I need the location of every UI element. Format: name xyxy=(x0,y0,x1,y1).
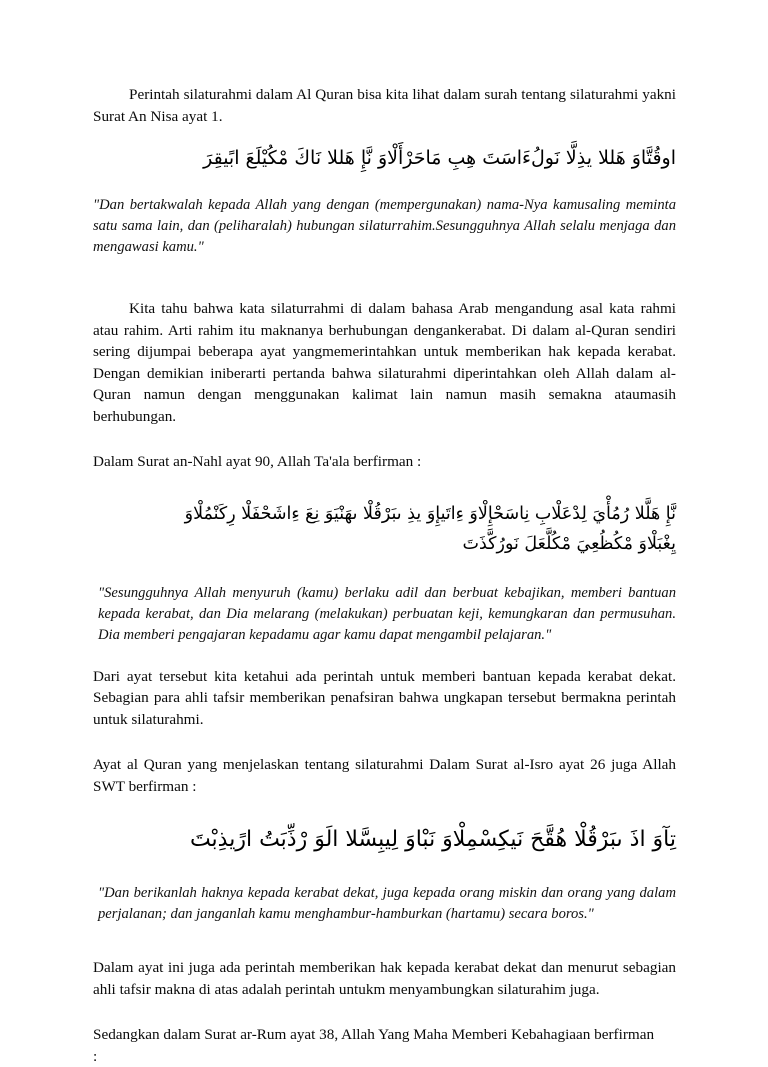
verse-3-arabic: تَبْذِيرًا تُبَذِّرْ وَلَا السَّبِيلِ وَابْنَ وَالْمِسْكِينَ حَقَّهُ الْقُرْبَى ذَا وَآتِ xyxy=(93,823,676,857)
spacer xyxy=(93,559,676,583)
verse-2-arabic-line-1: وَالْمُنْكَرِ الْفَحْشَاءِ عَنِ وَيَنْهَى الْقُرْبَى ذِي وَإِيتَاءِ وَالْإِحْسَانِ بِالْعَدْلِ يَأْمُرُ اللَّهَ إِنَّ xyxy=(93,499,676,529)
verse-1-arabic: رَقِيبًا عَلَيْكُمْ كَانَ اللهَ إِنَّ وَالْأَرْحَامَ بِهِ تَسَاءَلُونَ الَّذِي اللهَ وَاتَّقُوا xyxy=(93,143,676,173)
spacer xyxy=(93,797,676,823)
verse-2-translation: "Sesungguhnya Allah menyuruh (kamu) berlaku adil dan berbuat kebajikan, memberi bantuan kepada kerabat, dan Dia melarang (melakukan) perbuatan keji, kemungkaran dan permusuhan. Dia memberi pengajaran kepadamu agar kamu dapat mengambil pelajaran." xyxy=(93,583,676,646)
paragraph-rahmi: Kita tahu bahwa kata silaturrahmi di dalam bahasa Arab mengandung asal kata rahmi atau rahim. Arti rahim itu maknanya berhubungan dengankerabat. Di dalam al-Quran sendiri sering dijumpai beberapa ayat yangmemerintahkan untuk memberikan hak kepada kerabat. Dengan demikian iniberarti pertanda bahwa silaturahmi diperintahkan oleh Allah dalam al-Quran namun dengan menggunakan kalimat lain namun masih semakna ataumasih berhubungan. xyxy=(93,298,676,427)
page-content xyxy=(93,84,676,1067)
spacer xyxy=(93,730,676,754)
lead-surat-al-isro: Ayat al Quran yang menjelaskan tentang silaturahmi Dalam Surat al-Isro ayat 26 juga Allah SWT berfirman : xyxy=(93,754,676,797)
intro-paragraph: Perintah silaturahmi dalam Al Quran bisa kita lihat dalam surah tentang silaturahmi yakni Surat An Nisa ayat 1. xyxy=(93,84,676,127)
spacer xyxy=(93,1000,676,1024)
verse-3-translation: "Dan berikanlah haknya kepada kerabat dekat, juga kepada orang miskin dan orang yang dalam perjalanan; dan janganlah kamu menghambur-hamburkan (hartamu) secara boros." xyxy=(93,883,676,925)
spacer xyxy=(93,925,676,957)
verse-1-translation: "Dan bertakwalah kepada Allah yang dengan (mempergunakan) nama-Nya kamusaling meminta satu sama lain, dan (peliharalah) hubungan silaturrahim.Sesungguhnya Allah selalu menjaga dan mengawasi kamu." xyxy=(93,195,676,258)
spacer xyxy=(93,646,676,666)
paragraph-tafsir: Dari ayat tersebut kita ketahui ada perintah untuk memberi bantuan kepada kerabat dekat. Sebagian para ahli tafsir memberikan penafsiran bahwa ungkapan tersebut bermakna perintah untuk silaturahmi. xyxy=(93,666,676,731)
spacer xyxy=(93,857,676,883)
spacer xyxy=(93,258,676,298)
lead-surat-an-nahl: Dalam Surat an-Nahl ayat 90, Allah Ta'ala berfirman : xyxy=(93,451,676,473)
spacer xyxy=(93,427,676,451)
lead-surat-ar-rum-colon: : xyxy=(93,1046,676,1067)
paragraph-hak-kerabat: Dalam ayat ini juga ada perintah memberikan hak kepada kerabat dekat dan menurut sebagian ahli tafsir makna di atas adalah perintah untukm menyambungkan silaturahim juga. xyxy=(93,957,676,1000)
spacer xyxy=(93,173,676,195)
spacer xyxy=(93,127,676,143)
spacer xyxy=(93,473,676,499)
verse-2-arabic-line-2: تَذَكَّرُونَ لَعَلَّكُمْ يَعِظُكُمْ وَالْبَغْيِ xyxy=(93,529,676,559)
lead-surat-ar-rum: Sedangkan dalam Surat ar-Rum ayat 38, Allah Yang Maha Memberi Kebahagiaan berfirman xyxy=(93,1024,676,1046)
